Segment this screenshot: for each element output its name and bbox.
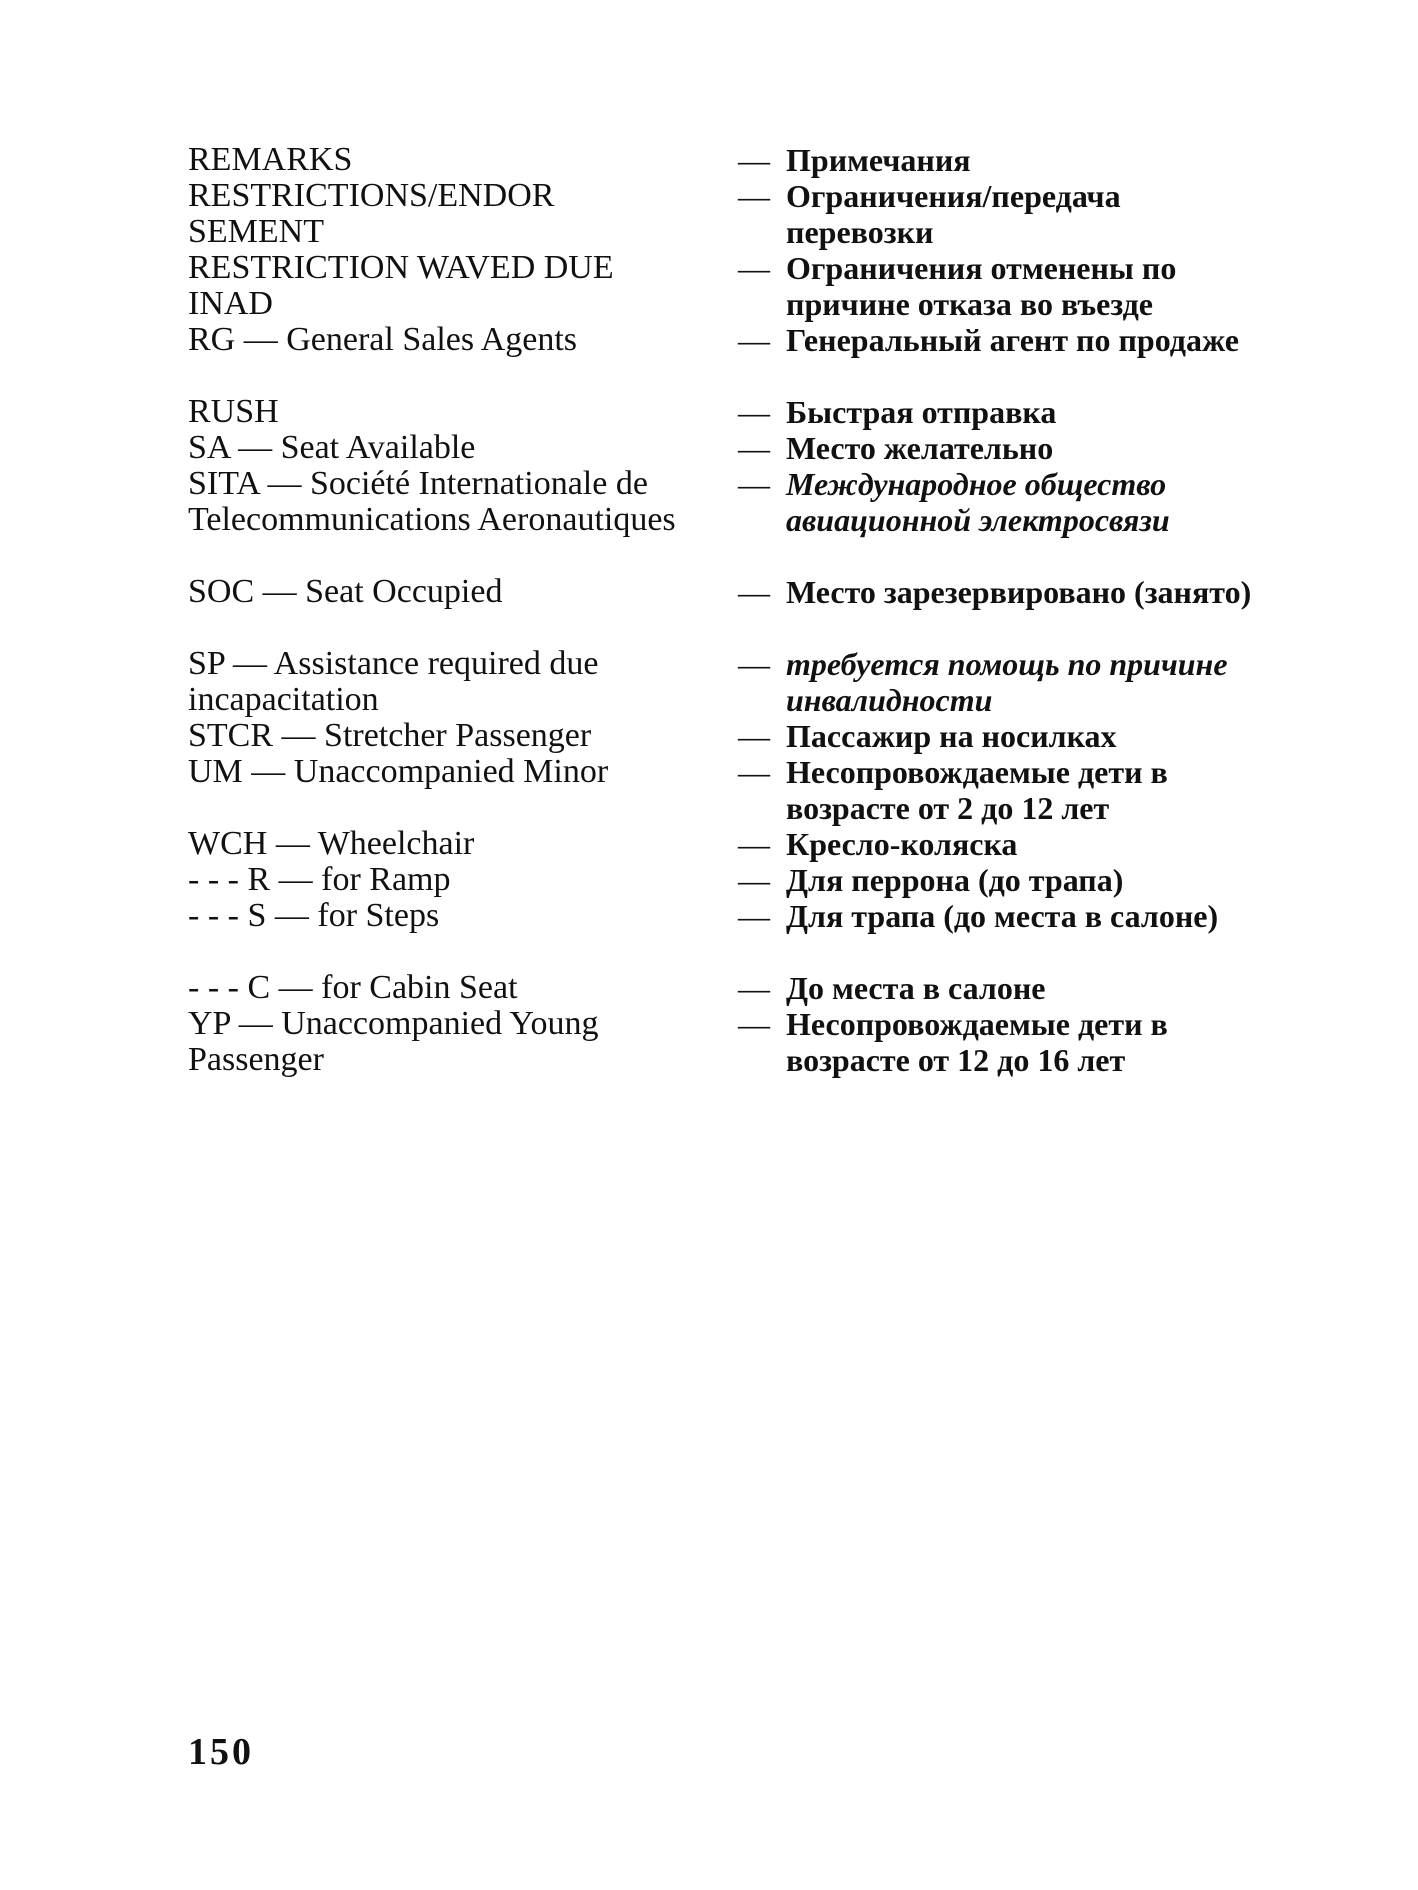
- definition-text: Генеральный агент по продаже: [786, 322, 1239, 358]
- term-rush: RUSH: [188, 393, 279, 430]
- term-soc: SOC — Seat Occupied: [188, 573, 503, 610]
- definition-dash: —: [738, 1006, 770, 1042]
- term-restriction-waved: RESTRICTION WAVED DUE INAD: [188, 249, 614, 322]
- definition-wch-s: [738, 898, 1268, 934]
- definition-dash: —: [738, 322, 770, 358]
- definition-dash: —: [738, 898, 770, 934]
- term-sita: SITA — Société Internationale de Telecommunications Aeronautiques: [188, 465, 676, 538]
- definition-stcr: [738, 718, 1268, 754]
- definition-wch-r: [738, 862, 1268, 898]
- glossary-entry-restrictions-endorsement: [188, 178, 1268, 250]
- definition-dash: —: [738, 718, 770, 754]
- term-sp: SP — Assistance required due incapacitation: [188, 645, 599, 718]
- glossary-entry-yp: [188, 1006, 1268, 1078]
- term-remarks: REMARKS: [188, 141, 353, 178]
- term-wch-c: - - - C — for Cabin Seat: [188, 969, 518, 1006]
- definition-text: Быстрая отправка: [786, 394, 1057, 430]
- definition-dash: —: [738, 862, 770, 898]
- glossary-entry-remarks: [188, 142, 1268, 178]
- definition-wch: [738, 826, 1268, 862]
- definition-dash: —: [738, 646, 770, 682]
- term-um: UM — Unaccompanied Minor: [188, 753, 609, 790]
- glossary-entry-soc: [188, 574, 1268, 646]
- glossary-entry-wch-c: [188, 970, 1268, 1006]
- glossary-entry-wch: [188, 826, 1268, 862]
- definition-rush: [738, 394, 1268, 430]
- definition-remarks: [738, 142, 1268, 178]
- definition-text: Для трапа (до места в салоне): [786, 898, 1219, 934]
- definition-text: Несопровождаемые дети в возрасте от 12 до 16 лет: [786, 1006, 1168, 1078]
- definition-text: Международное общество авиационной электросвязи: [786, 466, 1170, 538]
- definition-soc: [738, 574, 1268, 610]
- definition-wch-c: [738, 970, 1268, 1006]
- definition-dash: —: [738, 574, 770, 610]
- glossary-entry-rush: [188, 394, 1268, 430]
- definition-sita: [738, 466, 1268, 538]
- definition-text: Ограничения отменены по причине отказа во въезде: [786, 250, 1177, 322]
- glossary-entry-stcr: [188, 718, 1268, 754]
- glossary-entry-rg: [188, 322, 1268, 394]
- glossary-entry-um: [188, 754, 1268, 826]
- term-wch: WCH — Wheelchair: [188, 825, 475, 862]
- definition-text: Место зарезервировано (занято): [786, 574, 1252, 610]
- definition-yp: [738, 1006, 1268, 1078]
- definition-rg: [738, 322, 1268, 358]
- definition-dash: —: [738, 430, 770, 466]
- definition-sa: [738, 430, 1268, 466]
- term-restrictions-endorsement: RESTRICTIONS/ENDOR SEMENT: [188, 177, 555, 250]
- definition-text: Место желательно: [786, 430, 1054, 466]
- glossary-entry-wch-s: [188, 898, 1268, 970]
- abbreviation-glossary: [188, 142, 1268, 1078]
- definition-text: Несопровождаемые дети в возрасте от 2 до 12 лет: [786, 754, 1168, 826]
- definition-restriction-waved: [738, 250, 1268, 322]
- definition-dash: —: [738, 142, 770, 178]
- glossary-entry-sa: [188, 430, 1268, 466]
- glossary-entry-sita: [188, 466, 1268, 574]
- definition-text: Для перрона (до трапа): [786, 862, 1124, 898]
- term-yp: YP — Unaccompanied Young Passenger: [188, 1005, 599, 1078]
- definition-text: До места в салоне: [786, 970, 1046, 1006]
- definition-restrictions-endorsement: [738, 178, 1268, 250]
- definition-text: Ограничения/передача перевозки: [786, 178, 1121, 250]
- term-rg: RG — General Sales Agents: [188, 321, 578, 358]
- term-wch-r: - - - R — for Ramp: [188, 861, 451, 898]
- page-number: 150: [188, 1731, 254, 1773]
- glossary-entry-wch-r: [188, 862, 1268, 898]
- definition-text: Примечания: [786, 142, 971, 178]
- definition-text: Кресло-коляска: [786, 826, 1018, 862]
- definition-dash: —: [738, 826, 770, 862]
- term-sa: SA — Seat Available: [188, 429, 476, 466]
- term-stcr: STCR — Stretcher Passenger: [188, 717, 592, 754]
- definition-sp: [738, 646, 1268, 718]
- definition-um: [738, 754, 1268, 826]
- definition-dash: —: [738, 970, 770, 1006]
- glossary-entry-sp: [188, 646, 1268, 718]
- glossary-entry-restriction-waved: [188, 250, 1268, 322]
- definition-dash: —: [738, 754, 770, 790]
- definition-text: требуется помощь по причине инвалидности: [786, 646, 1228, 718]
- definition-dash: —: [738, 250, 770, 286]
- definition-dash: —: [738, 466, 770, 502]
- term-wch-s: - - - S — for Steps: [188, 897, 440, 934]
- definition-dash: —: [738, 394, 770, 430]
- definition-text: Пассажир на носилках: [786, 718, 1117, 754]
- definition-dash: —: [738, 178, 770, 214]
